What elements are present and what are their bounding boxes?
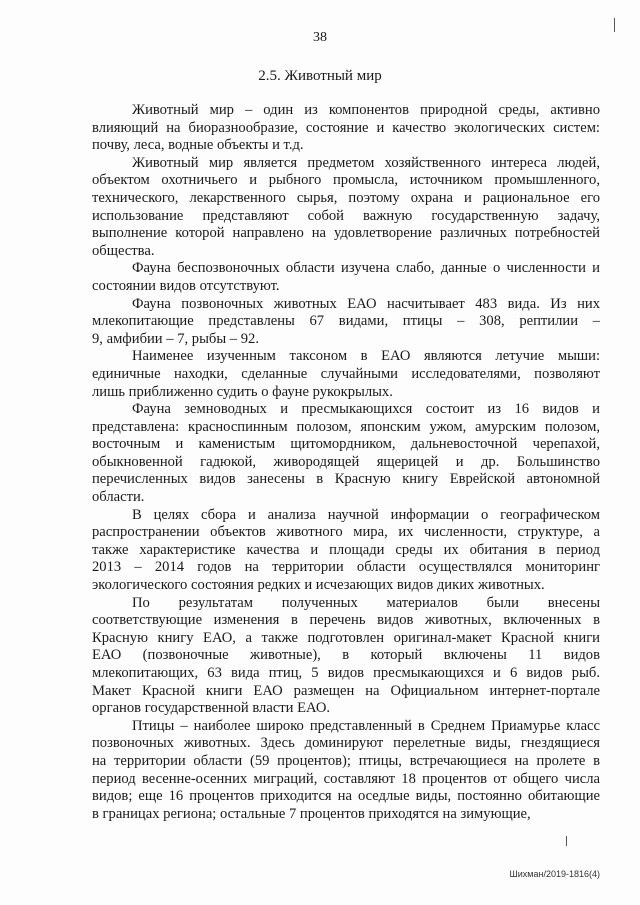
page-number: 38 [313,30,327,45]
paragraph [92,595,600,718]
paragraph [92,348,600,401]
paragraph-line: млекопитающие представлены 67 видами, птицы – 308, рептилии – [92,313,600,330]
paragraph-line: Животный мир – один из компонентов природной среды, активно [132,102,600,118]
section-title: 2.5. Животный мир [258,68,382,84]
paragraph-line: представлена: красноспинным полозом, японским ужом, амурским полозом, [92,418,600,435]
paragraph-line: на территории области (59 процентов); птицы, встречающиеся на пролете в [92,752,600,769]
paragraph-line: период весенне-осенних миграций, составляют 18 процентов от общего числа [92,770,600,787]
document-stamp: Шихман/2019-1816(4) [509,869,600,879]
paragraph-line: использование представляют собой важную государственную задачу, [92,207,600,224]
paragraph [92,296,600,349]
paragraph-line: восточным и каменистым щитомордником, дальневосточной черепахой, [92,436,600,453]
body-text [92,102,600,823]
scan-margin-mark [566,836,567,846]
paragraph-line: В целях сбора и анализа научной информации о географическом [132,506,600,523]
paragraph-line: экологического состояния редких и исчезающих видов диких животных. [92,577,545,594]
paragraph-line: области. [92,489,145,506]
paragraph-line: органов государственной власти ЕАО. [92,700,331,717]
paragraph-line: выполнение которой направлено на удовлетворение различных потребностей [92,225,600,242]
paragraph-line: также характеристике качества и площади среды их обитания в период [92,541,600,558]
paragraph-line: состоянии видов отсутствуют. [92,277,280,294]
paragraph-line: Животный мир является предметом хозяйственного интереса людей, [132,154,600,171]
paragraph-line: Фауна позвоночных животных ЕАО насчитывает 483 вида. Из них [132,295,600,312]
paragraph-line: объектом охотничьего и рыбного промысла, источником промышленного, [92,172,600,189]
paragraph [92,718,600,824]
paragraph-line: влияющий на биоразнообразие, состояние и качество экологических систем: [92,119,600,136]
paragraph-line: почву, леса, водные объекты и т.д. [92,137,304,154]
paragraph-line: Птицы – наиболее широко представленный в Среднем Приамурье класс [132,717,600,734]
paragraph-line: По результатам полученных материалов были внесены [132,594,600,611]
paragraph-line: соответствующие изменения в перечень видов животных, включенных в [92,612,600,629]
paragraph-line: Фауна беспозвоночных области изучена слабо, данные о численности и [132,260,600,277]
paragraph-line: перечисленных видов занесены в Красную книгу Еврейской автономной [92,471,600,488]
paragraph-line: млекопитающих, 63 вида птиц, 5 видов пресмыкающихся и 6 видов рыб. [92,665,600,681]
paragraph-line: видов; еще 16 процентов приходится на оседлые виды, постоянно обитающие [92,788,600,805]
paragraph-line: 2013 – 2014 годов на территории области осуществлялся мониторинг [92,559,600,576]
paragraph [92,401,600,507]
paragraph-line: распространении объектов животного мира, их численности, структуре, а [92,524,600,541]
paragraph-line: ЕАО (позвоночные животные), в который включены 11 видов [92,647,600,664]
paragraph [92,507,600,595]
paragraph-line: позвоночных животных. Здесь доминируют перелетные виды, гнездящиеся [92,735,600,752]
paragraph-line: 9, амфибии – 7, рыбы – 92. [92,330,259,347]
paragraph [92,260,600,295]
paragraph [92,102,600,155]
paragraph-line: Наименее изученным таксоном в ЕАО являются летучие мыши: [132,348,600,365]
paragraph-line: Макет Красной книги ЕАО размещен на Официальном интернет-портале [92,682,600,699]
paragraph-line: Красную книгу ЕАО, а также подготовлен оригинал-макет Красной книги [92,629,600,646]
paragraph-line: общества. [92,242,155,259]
paragraph-line: обыкновенной гадюкой, живородящей ящерицей и др. Большинство [92,453,600,470]
paragraph-line: технического, лекарственного сырья, поэтому охрана и рациональное его [92,189,600,206]
paragraph-line: в границах региона; остальные 7 процентов приходятся на зимующие, [92,805,531,822]
paragraph-line: лишь приближенно судить о фауне рукокрылых. [92,383,393,400]
paragraph-line: единичные находки, сделанные случайными исследователями, позволяют [92,365,600,382]
paragraph-line: Фауна земноводных и пресмыкающихся состоит из 16 видов и [132,401,600,418]
paragraph [92,155,600,261]
